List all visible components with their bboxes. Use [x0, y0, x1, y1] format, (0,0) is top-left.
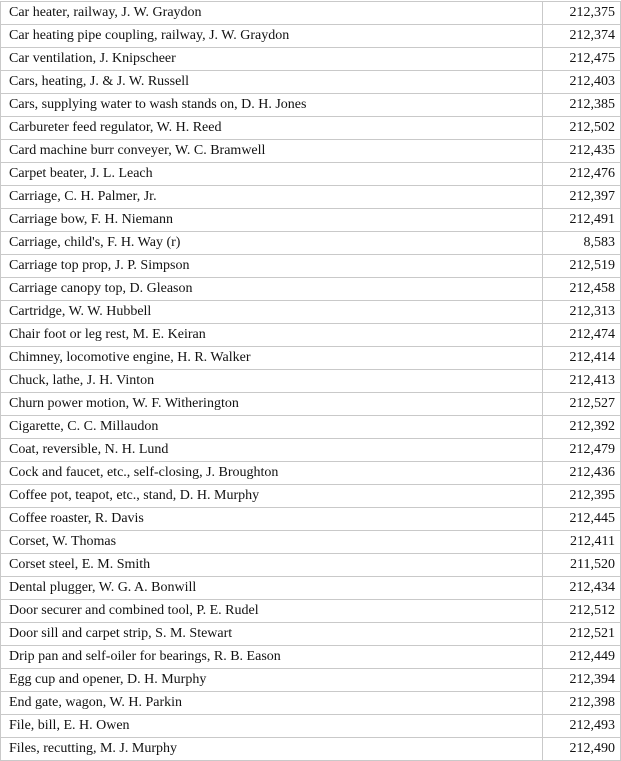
table-row: [1, 278, 621, 301]
patent-index-table: [0, 1, 621, 761]
patent-number: 212,403: [543, 71, 621, 94]
invention-entry: Cars, heating, J. & J. W. Russell: [1, 71, 543, 94]
invention-entry: Car heating pipe coupling, railway, J. W. Graydon: [1, 25, 543, 48]
invention-entry: Door sill and carpet strip, S. M. Stewart: [1, 623, 543, 646]
table-row: [1, 531, 621, 554]
table-row: [1, 646, 621, 669]
invention-entry: End gate, wagon, W. H. Parkin: [1, 692, 543, 715]
patent-number: 212,475: [543, 48, 621, 71]
invention-entry: Chair foot or leg rest, M. E. Keiran: [1, 324, 543, 347]
patent-number: 212,445: [543, 508, 621, 531]
table-row: [1, 71, 621, 94]
invention-entry: Carriage top prop, J. P. Simpson: [1, 255, 543, 278]
patent-number: 8,583: [543, 232, 621, 255]
table-row: [1, 669, 621, 692]
patent-number: 212,411: [543, 531, 621, 554]
table-row: [1, 255, 621, 278]
invention-entry: Carpet beater, J. L. Leach: [1, 163, 543, 186]
patent-number: 212,458: [543, 278, 621, 301]
table-row: [1, 554, 621, 577]
patent-number: 212,493: [543, 715, 621, 738]
table-row: [1, 393, 621, 416]
patent-number: 212,491: [543, 209, 621, 232]
table-row: [1, 577, 621, 600]
table-row: [1, 508, 621, 531]
invention-entry: Corset steel, E. M. Smith: [1, 554, 543, 577]
invention-entry: Churn power motion, W. F. Witherington: [1, 393, 543, 416]
table-row: [1, 623, 621, 646]
table-row: [1, 347, 621, 370]
patent-number: 212,313: [543, 301, 621, 324]
table-row: [1, 439, 621, 462]
patent-number: 212,476: [543, 163, 621, 186]
table-row: [1, 324, 621, 347]
patent-number: 212,397: [543, 186, 621, 209]
patent-number: 211,520: [543, 554, 621, 577]
invention-entry: Cars, supplying water to wash stands on, D. H. Jones: [1, 94, 543, 117]
patent-number: 212,521: [543, 623, 621, 646]
patent-number: 212,519: [543, 255, 621, 278]
invention-entry: Egg cup and opener, D. H. Murphy: [1, 669, 543, 692]
patent-number: 212,490: [543, 738, 621, 761]
patent-number: 212,413: [543, 370, 621, 393]
patent-number: 212,479: [543, 439, 621, 462]
table-row: [1, 117, 621, 140]
invention-entry: Carriage canopy top, D. Gleason: [1, 278, 543, 301]
patent-number: 212,502: [543, 117, 621, 140]
patent-number: 212,392: [543, 416, 621, 439]
patent-number: 212,375: [543, 2, 621, 25]
table-row: [1, 140, 621, 163]
patent-number: 212,414: [543, 347, 621, 370]
invention-entry: Door securer and combined tool, P. E. Rudel: [1, 600, 543, 623]
invention-entry: Files, recutting, M. J. Murphy: [1, 738, 543, 761]
table-row: [1, 163, 621, 186]
table-row: [1, 48, 621, 71]
invention-entry: Chimney, locomotive engine, H. R. Walker: [1, 347, 543, 370]
table-row: [1, 600, 621, 623]
invention-entry: Coffee roaster, R. Davis: [1, 508, 543, 531]
patent-number: 212,395: [543, 485, 621, 508]
invention-entry: File, bill, E. H. Owen: [1, 715, 543, 738]
invention-entry: Card machine burr conveyer, W. C. Bramwell: [1, 140, 543, 163]
patent-number: 212,394: [543, 669, 621, 692]
invention-entry: Dental plugger, W. G. A. Bonwill: [1, 577, 543, 600]
table-row: [1, 715, 621, 738]
invention-entry: Coat, reversible, N. H. Lund: [1, 439, 543, 462]
table-row: [1, 738, 621, 761]
table-row: [1, 2, 621, 25]
invention-entry: Chuck, lathe, J. H. Vinton: [1, 370, 543, 393]
table-row: [1, 462, 621, 485]
table-row: [1, 301, 621, 324]
patent-number: 212,435: [543, 140, 621, 163]
table-row: [1, 416, 621, 439]
invention-entry: Coffee pot, teapot, etc., stand, D. H. Murphy: [1, 485, 543, 508]
patent-index-body: [1, 2, 621, 761]
table-row: [1, 232, 621, 255]
patent-number: 212,474: [543, 324, 621, 347]
invention-entry: Cock and faucet, etc., self-closing, J. Broughton: [1, 462, 543, 485]
patent-number: 212,436: [543, 462, 621, 485]
invention-entry: Carriage, child's, F. H. Way (r): [1, 232, 543, 255]
patent-number: 212,385: [543, 94, 621, 117]
table-row: [1, 186, 621, 209]
table-row: [1, 209, 621, 232]
patent-number: 212,434: [543, 577, 621, 600]
table-row: [1, 485, 621, 508]
invention-entry: Car heater, railway, J. W. Graydon: [1, 2, 543, 25]
invention-entry: Carriage bow, F. H. Niemann: [1, 209, 543, 232]
invention-entry: Carbureter feed regulator, W. H. Reed: [1, 117, 543, 140]
patent-number: 212,374: [543, 25, 621, 48]
patent-number: 212,527: [543, 393, 621, 416]
invention-entry: Drip pan and self-oiler for bearings, R. B. Eason: [1, 646, 543, 669]
table-row: [1, 25, 621, 48]
invention-entry: Carriage, C. H. Palmer, Jr.: [1, 186, 543, 209]
table-row: [1, 692, 621, 715]
table-row: [1, 370, 621, 393]
invention-entry: Corset, W. Thomas: [1, 531, 543, 554]
patent-number: 212,398: [543, 692, 621, 715]
invention-entry: Cigarette, C. C. Millaudon: [1, 416, 543, 439]
patent-number: 212,512: [543, 600, 621, 623]
invention-entry: Cartridge, W. W. Hubbell: [1, 301, 543, 324]
patent-number: 212,449: [543, 646, 621, 669]
invention-entry: Car ventilation, J. Knipscheer: [1, 48, 543, 71]
table-row: [1, 94, 621, 117]
